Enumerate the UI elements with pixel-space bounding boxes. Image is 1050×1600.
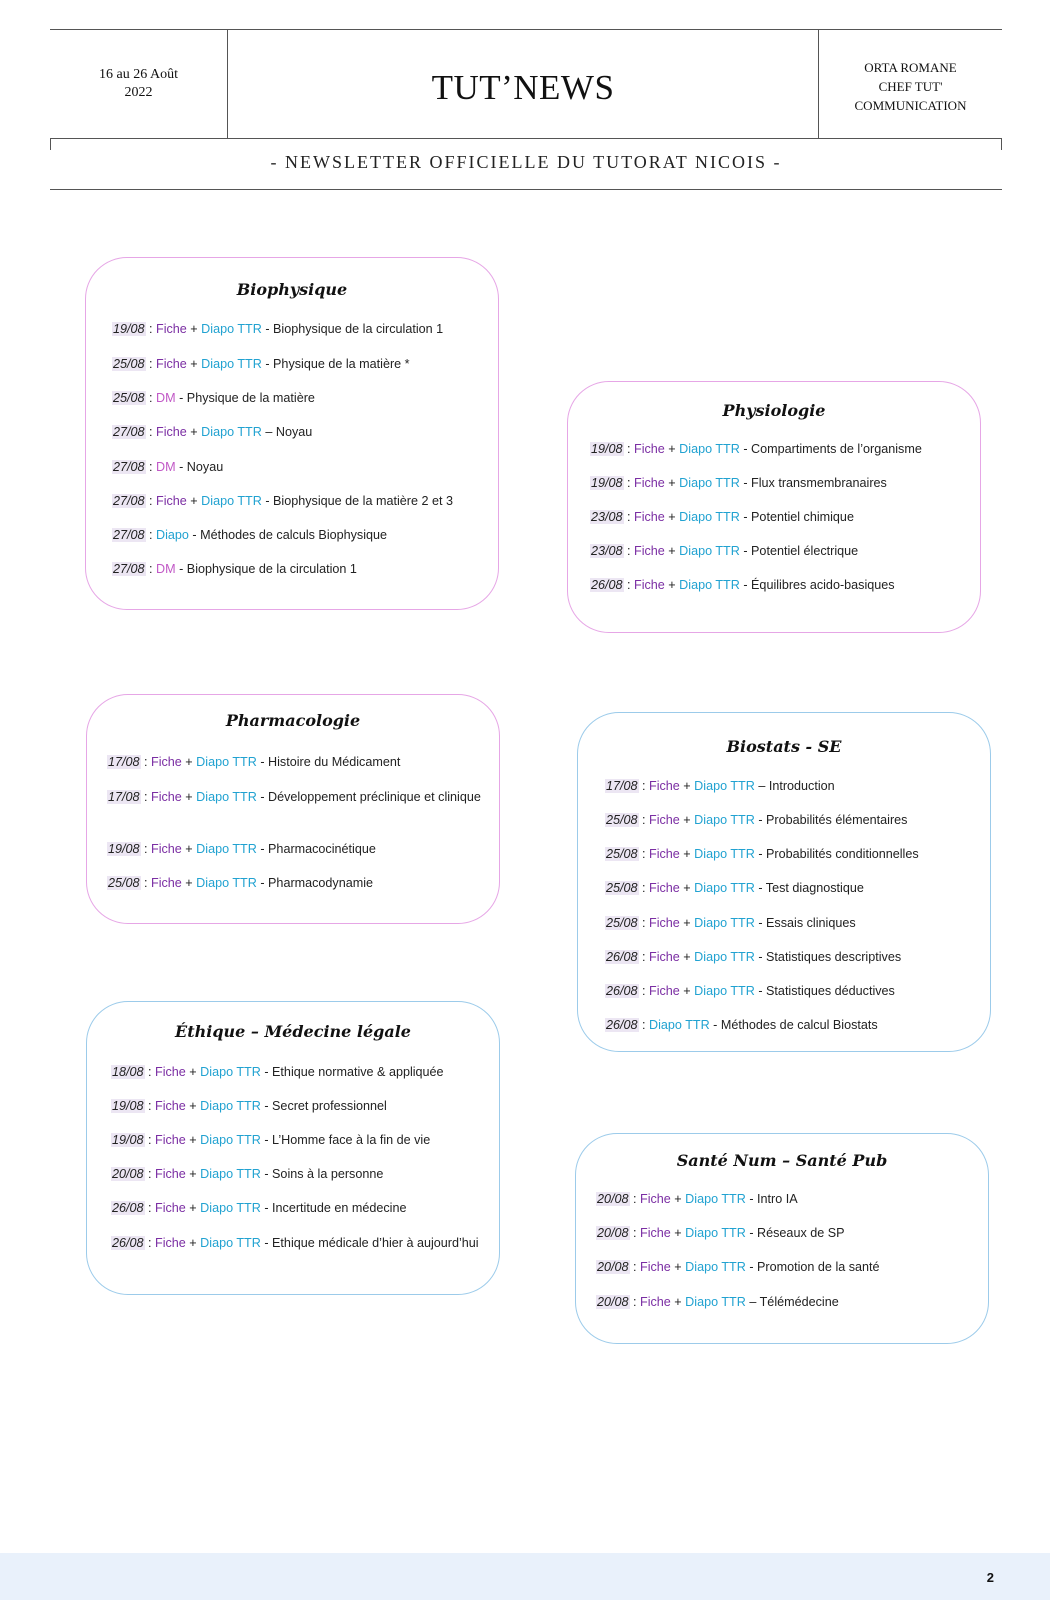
fiche-tag: Fiche: [155, 1133, 186, 1147]
item-topic: – Télémédecine: [745, 1295, 839, 1309]
fiche-tag: Fiche: [151, 876, 182, 890]
item-topic: - Méthodes de calculs Biophysique: [188, 528, 388, 542]
item-topic: - Réseaux de SP: [745, 1226, 845, 1240]
plus-separator: +: [670, 1226, 686, 1240]
page-number: 2: [986, 1570, 994, 1585]
section-physiologie: [567, 381, 981, 633]
plus-separator: +: [664, 476, 680, 490]
list-item: 18/08 : Fiche + Diapo TTR - Ethique normative & appliquée: [112, 1065, 444, 1079]
diapo-tag: Diapo TTR: [679, 442, 740, 456]
list-item: 19/08 : Fiche + Diapo TTR - Flux transmembranaires: [591, 476, 887, 490]
dm-tag: DM: [156, 460, 176, 474]
list-item: 25/08 : Fiche + Diapo TTR - Essais cliniques: [606, 916, 856, 930]
diapo-tag: Diapo TTR: [694, 950, 755, 964]
diapo-tag: Diapo TTR: [679, 544, 740, 558]
fiche-tag: Fiche: [649, 916, 680, 930]
plus-separator: +: [664, 578, 680, 592]
item-date: 26/08: [591, 578, 623, 592]
fiche-tag: Fiche: [155, 1065, 186, 1079]
item-topic: - Statistiques descriptives: [754, 950, 902, 964]
diapo-tag: Diapo TTR: [201, 357, 262, 371]
list-item: 27/08 : DM - Biophysique de la circulation 1: [113, 562, 357, 576]
fiche-tag: Fiche: [151, 790, 182, 804]
item-date: 27/08: [113, 425, 145, 439]
diapo-tag: Diapo TTR: [200, 1099, 261, 1113]
diapo-tag: Diapo TTR: [685, 1260, 746, 1274]
item-topic: - Promotion de la santé: [745, 1260, 880, 1274]
item-topic: - L’Homme face à la fin de vie: [260, 1133, 431, 1147]
plus-separator: +: [185, 1133, 201, 1147]
list-item: 19/08 : Fiche + Diapo TTR - Biophysique de la circulation 1: [113, 322, 444, 336]
list-item: 25/08 : Fiche + Diapo TTR - Pharmacodynamie: [108, 876, 374, 890]
item-date: 19/08: [112, 1099, 144, 1113]
fiche-tag: Fiche: [649, 813, 680, 827]
list-item: 23/08 : Fiche + Diapo TTR - Potentiel électrique: [591, 544, 859, 558]
item-topic: - Physique de la matière *: [261, 357, 410, 371]
item-date: 19/08: [112, 1133, 144, 1147]
author-name: ORTA ROMANE: [864, 59, 957, 75]
section-title: Physiologie: [722, 401, 826, 420]
plus-separator: +: [670, 1295, 686, 1309]
author-department: COMMUNICATION: [854, 97, 967, 113]
item-date: 27/08: [113, 528, 145, 542]
page-footer: [0, 1553, 1050, 1600]
fiche-tag: Fiche: [634, 544, 665, 558]
diapo-tag: Diapo TTR: [685, 1192, 746, 1206]
diapo-tag: Diapo TTR: [685, 1226, 746, 1240]
diapo-tag: Diapo TTR: [694, 847, 755, 861]
list-item: 26/08 : Fiche + Diapo TTR - Statistiques déductives: [606, 984, 895, 998]
plus-separator: +: [186, 425, 202, 439]
fiche-tag: Fiche: [640, 1192, 671, 1206]
item-date: 20/08: [112, 1167, 144, 1181]
diapo-tag: Diapo TTR: [200, 1201, 261, 1215]
section-title: Biostats - SE: [726, 737, 842, 756]
item-topic: - Essais cliniques: [754, 916, 856, 930]
list-item: 19/08 : Fiche + Diapo TTR - Pharmacocinétique: [108, 842, 376, 856]
author-role: CHEF TUT': [878, 78, 943, 94]
list-item: 26/08 : Fiche + Diapo TTR - Ethique médicale d’hier à aujourd’hui: [112, 1236, 479, 1250]
item-date: 23/08: [591, 544, 623, 558]
item-topic: - Probabilités conditionnelles: [754, 847, 919, 861]
item-date: 25/08: [606, 847, 638, 861]
fiche-tag: Fiche: [155, 1236, 186, 1250]
item-date: 27/08: [113, 460, 145, 474]
list-item: 26/08 : Fiche + Diapo TTR - Incertitude en médecine: [112, 1201, 407, 1215]
list-item: 26/08 : Fiche + Diapo TTR - Équilibres acido-basiques: [591, 578, 895, 592]
diapo-tag: Diapo TTR: [196, 876, 257, 890]
diapo-tag: Diapo TTR: [694, 984, 755, 998]
section-ethique-medecine-legale: [86, 1001, 500, 1295]
fiche-tag: Fiche: [156, 425, 187, 439]
plus-separator: +: [664, 510, 680, 524]
list-item: 25/08 : Fiche + Diapo TTR - Probabilités élémentaires: [606, 813, 908, 827]
diapo-tag: Diapo TTR: [201, 322, 262, 336]
issue-date-range: 16 au 26 Août: [99, 67, 178, 82]
divider-tick: [1001, 138, 1002, 150]
item-date: 27/08: [113, 562, 145, 576]
section-title: Biophysique: [236, 280, 348, 299]
fiche-tag: Fiche: [156, 322, 187, 336]
diapo-tag: Diapo TTR: [196, 790, 257, 804]
item-topic: - Test diagnostique: [754, 881, 864, 895]
item-date: 26/08: [606, 950, 638, 964]
diapo-tag: Diapo TTR: [201, 494, 262, 508]
plus-separator: +: [186, 322, 202, 336]
plus-separator: +: [185, 1065, 201, 1079]
item-date: 17/08: [108, 755, 140, 769]
item-date: 25/08: [606, 813, 638, 827]
diapo-tag: Diapo TTR: [694, 779, 755, 793]
newsletter-title: TUT’NEWS: [431, 68, 615, 107]
item-date: 20/08: [597, 1260, 629, 1274]
diapo-tag: Diapo TTR: [679, 476, 740, 490]
fiche-tag: Fiche: [640, 1295, 671, 1309]
item-date: 23/08: [591, 510, 623, 524]
item-topic: - Biophysique de la circulation 1: [261, 322, 444, 336]
list-item: 25/08 : Fiche + Diapo TTR - Test diagnostique: [606, 881, 864, 895]
item-date: 25/08: [113, 391, 145, 405]
list-item: 27/08 : Fiche + Diapo TTR – Noyau: [113, 425, 313, 439]
item-topic: - Équilibres acido-basiques: [739, 578, 895, 592]
item-topic: - Potentiel chimique: [739, 510, 854, 524]
diapo-tag: Diapo TTR: [196, 842, 257, 856]
item-topic: - Probabilités élémentaires: [754, 813, 908, 827]
item-date: 25/08: [108, 876, 140, 890]
plus-separator: +: [670, 1192, 686, 1206]
fiche-tag: Fiche: [155, 1099, 186, 1113]
item-date: 18/08: [112, 1065, 144, 1079]
list-item: 20/08 : Fiche + Diapo TTR - Promotion de la santé: [597, 1260, 880, 1274]
list-item: 25/08 : Fiche + Diapo TTR - Probabilités conditionnelles: [606, 847, 919, 861]
fiche-tag: Fiche: [649, 847, 680, 861]
item-topic: - Biophysique de la matière 2 et 3: [261, 494, 453, 508]
plus-separator: +: [664, 544, 680, 558]
item-topic: - Flux transmembranaires: [739, 476, 887, 490]
list-item: 25/08 : Fiche + Diapo TTR - Physique de la matière *: [113, 357, 410, 371]
plus-separator: +: [181, 755, 197, 769]
item-date: 26/08: [112, 1236, 144, 1250]
fiche-tag: Fiche: [634, 510, 665, 524]
item-topic: - Soins à la personne: [260, 1167, 384, 1181]
fiche-tag: Fiche: [640, 1260, 671, 1274]
plus-separator: +: [670, 1260, 686, 1274]
fiche-tag: Fiche: [634, 476, 665, 490]
fiche-tag: Fiche: [156, 357, 187, 371]
section-pharmacologie: [86, 694, 500, 924]
diapo-tag: Diapo TTR: [196, 755, 257, 769]
item-date: 20/08: [597, 1192, 629, 1206]
plus-separator: +: [679, 779, 695, 793]
fiche-tag: Fiche: [151, 842, 182, 856]
plus-separator: +: [679, 984, 695, 998]
diapo-tag: Diapo TTR: [694, 916, 755, 930]
item-date: 27/08: [113, 494, 145, 508]
item-date: 26/08: [606, 984, 638, 998]
plus-separator: +: [181, 790, 197, 804]
plus-separator: +: [186, 494, 202, 508]
list-item: 27/08 : DM - Noyau: [113, 460, 224, 474]
diapo-tag: Diapo TTR: [694, 881, 755, 895]
item-date: 19/08: [591, 476, 623, 490]
author-block: [819, 30, 1002, 140]
item-date: 26/08: [112, 1201, 144, 1215]
fiche-tag: Fiche: [634, 442, 665, 456]
plus-separator: +: [664, 442, 680, 456]
item-topic: - Histoire du Médicament: [256, 755, 401, 769]
item-date: 20/08: [597, 1226, 629, 1240]
list-item: 19/08 : Fiche + Diapo TTR - Compartiments de l’organisme: [591, 442, 922, 456]
plus-separator: +: [185, 1167, 201, 1181]
item-date: 25/08: [606, 916, 638, 930]
list-item: 23/08 : Fiche + Diapo TTR - Potentiel chimique: [591, 510, 854, 524]
plus-separator: +: [679, 813, 695, 827]
plus-separator: +: [679, 950, 695, 964]
fiche-tag: Fiche: [649, 984, 680, 998]
item-topic: - Secret professionnel: [260, 1099, 387, 1113]
item-topic: - Ethique médicale d’hier à aujourd’hui: [260, 1236, 479, 1250]
section-biostats: [577, 712, 991, 1052]
item-topic: - Noyau: [175, 460, 224, 474]
item-topic: - Physique de la matière: [175, 391, 315, 405]
list-item: 20/08 : Fiche + Diapo TTR – Télémédecine: [597, 1295, 839, 1309]
fiche-tag: Fiche: [155, 1167, 186, 1181]
item-topic: – Noyau: [261, 425, 313, 439]
issue-year: 2022: [124, 85, 153, 100]
item-topic: - Potentiel électrique: [739, 544, 859, 558]
plus-separator: +: [186, 357, 202, 371]
item-topic: - Compartiments de l’organisme: [739, 442, 922, 456]
fiche-tag: Fiche: [649, 881, 680, 895]
plus-separator: +: [181, 842, 197, 856]
fiche-tag: Fiche: [649, 950, 680, 964]
item-topic: - Intro IA: [745, 1192, 798, 1206]
fiche-tag: Fiche: [634, 578, 665, 592]
list-item: 25/08 : DM - Physique de la matière: [113, 391, 315, 405]
section-title: Santé Num – Santé Pub: [676, 1151, 888, 1170]
diapo-tag: Diapo TTR: [201, 425, 262, 439]
list-item: 26/08 : Diapo TTR - Méthodes de calcul Biostats: [606, 1018, 878, 1032]
plus-separator: +: [679, 881, 695, 895]
list-item: 20/08 : Fiche + Diapo TTR - Intro IA: [597, 1192, 798, 1206]
item-topic: - Pharmacodynamie: [256, 876, 374, 890]
diapo-tag: Diapo TTR: [200, 1236, 261, 1250]
list-item: 26/08 : Fiche + Diapo TTR - Statistiques descriptives: [606, 950, 902, 964]
diapo-tag: Diapo TTR: [679, 510, 740, 524]
list-item: 20/08 : Fiche + Diapo TTR - Réseaux de SP: [597, 1226, 845, 1240]
item-topic: - Développement préclinique et clinique: [256, 790, 481, 804]
section-biophysique: [85, 257, 499, 610]
diapo-tag: Diapo TTR: [649, 1018, 710, 1032]
list-item: 17/08 : Fiche + Diapo TTR - Histoire du Médicament: [108, 755, 401, 769]
section-title: Pharmacologie: [225, 711, 361, 730]
list-item: 19/08 : Fiche + Diapo TTR - Secret professionnel: [112, 1099, 387, 1113]
item-date: 26/08: [606, 1018, 638, 1032]
list-item: 19/08 : Fiche + Diapo TTR - L’Homme face à la fin de vie: [112, 1133, 431, 1147]
dm-tag: DM: [156, 391, 176, 405]
divider-tick: [50, 138, 51, 150]
item-topic: - Incertitude en médecine: [260, 1201, 407, 1215]
diapo-tag: Diapo TTR: [694, 813, 755, 827]
list-item: 27/08 : Fiche + Diapo TTR - Biophysique de la matière 2 et 3: [113, 494, 453, 508]
item-topic: - Pharmacocinétique: [256, 842, 376, 856]
dm-tag: DM: [156, 562, 176, 576]
item-date: 25/08: [113, 357, 145, 371]
item-topic: - Ethique normative & appliquée: [260, 1065, 444, 1079]
plus-separator: +: [679, 916, 695, 930]
fiche-tag: Fiche: [640, 1226, 671, 1240]
item-topic: - Méthodes de calcul Biostats: [709, 1018, 878, 1032]
item-date: 19/08: [108, 842, 140, 856]
issue-date: [50, 30, 227, 138]
fiche-tag: Fiche: [155, 1201, 186, 1215]
fiche-tag: Fiche: [649, 779, 680, 793]
item-date: 19/08: [113, 322, 145, 336]
list-item: 17/08 : Fiche + Diapo TTR - Développement préclinique et clinique: [108, 790, 481, 804]
fiche-tag: Fiche: [151, 755, 182, 769]
list-item: 27/08 : Diapo - Méthodes de calculs Biophysique: [113, 528, 388, 542]
subtitle-bar: [50, 138, 1002, 190]
plus-separator: +: [185, 1099, 201, 1113]
diapo-tag: Diapo TTR: [200, 1065, 261, 1079]
plus-separator: +: [185, 1201, 201, 1215]
item-topic: – Introduction: [754, 779, 835, 793]
newsletter-header: [50, 29, 1002, 139]
fiche-tag: Fiche: [156, 494, 187, 508]
item-date: 19/08: [591, 442, 623, 456]
diapo-tag: Diapo TTR: [200, 1167, 261, 1181]
item-topic: - Statistiques déductives: [754, 984, 895, 998]
item-date: 17/08: [108, 790, 140, 804]
plus-separator: +: [679, 847, 695, 861]
list-item: 20/08 : Fiche + Diapo TTR - Soins à la personne: [112, 1167, 384, 1181]
section-title: Éthique – Médecine légale: [175, 1022, 411, 1041]
diapo-tag: Diapo: [156, 528, 189, 542]
item-topic: - Biophysique de la circulation 1: [175, 562, 357, 576]
plus-separator: +: [185, 1236, 201, 1250]
plus-separator: +: [181, 876, 197, 890]
diapo-tag: Diapo TTR: [679, 578, 740, 592]
item-date: 25/08: [606, 881, 638, 895]
item-date: 20/08: [597, 1295, 629, 1309]
list-item: 17/08 : Fiche + Diapo TTR – Introduction: [606, 779, 835, 793]
diapo-tag: Diapo TTR: [685, 1295, 746, 1309]
section-sante-num-sante-pub: [575, 1133, 989, 1344]
item-date: 17/08: [606, 779, 638, 793]
diapo-tag: Diapo TTR: [200, 1133, 261, 1147]
newsletter-subtitle: - NEWSLETTER OFFICIELLE DU TUTORAT NICOIS -: [270, 152, 782, 172]
